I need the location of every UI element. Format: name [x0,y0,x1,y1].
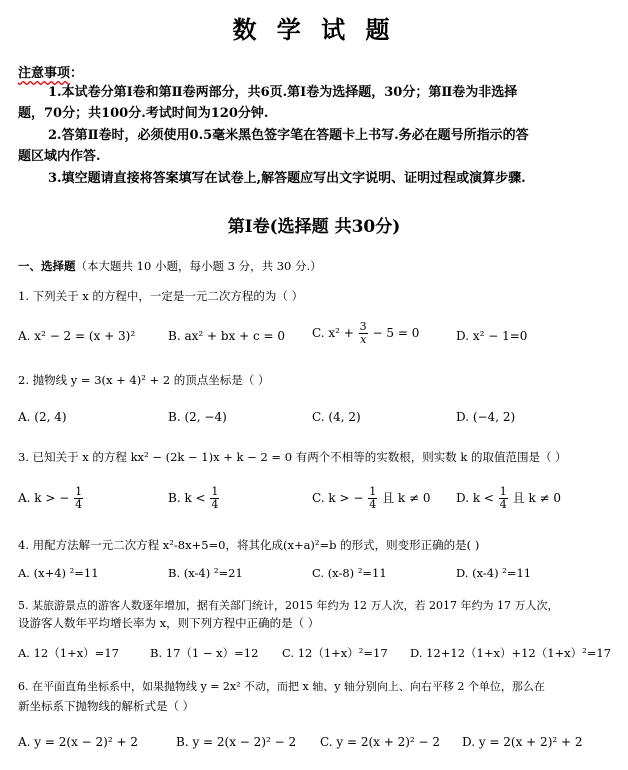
question-1-option-a: A. x² − 2 = (x + 3)² [18,329,136,343]
notice-line-3: 3.填空题请直接将答案填写在试卷上,解答题应写出文字说明、证明过程或演算步骤. [48,171,526,186]
part-label: 一、选择题 [18,259,76,273]
fraction [368,486,377,511]
option-c-prefix: C. x² + [312,326,354,340]
option-a-prefix: A. k > − [18,491,70,505]
part-note: （本大题共 10 小题，每小题 3 分，共 30 分.） [75,259,322,273]
question-3-option-d [456,486,561,511]
fraction-denominator: 4 [499,498,507,511]
option-d-suffix: 且 k ≠ 0 [512,491,562,505]
option-c-suffix: − 5 = 0 [372,326,420,340]
fraction-numerator: 1 [211,485,219,498]
notice-heading-colon: ： [70,66,84,81]
notice-line-2b: 题区域内作答. [18,149,101,164]
question-6-option-d: D. y = 2(x + 2)² + 2 [462,735,583,749]
notice-line-1b: 题，70分；共100分.考试时间为120分钟. [18,106,269,121]
question-1-option-c [312,321,419,346]
question-1-option-d: D. x² − 1=0 [456,329,528,343]
fraction-denominator: 4 [75,498,83,511]
question-4-option-b: B. (x-4) ²=21 [168,566,243,580]
question-6-stem-line-1: 6. 在平面直角坐标系中，如果抛物线 y = 2x² 不动，而把 x 轴、y 轴分别向上、向右平移 2 个单位，那么在 [18,680,545,693]
fraction-numerator: 1 [499,485,507,498]
question-5-option-a: A. 12（1+x）=17 [18,646,119,660]
question-4-option-a: A. (x+4) ²=11 [18,566,99,580]
question-2-option-a: A. (2, 4) [18,410,67,424]
question-5-stem-line-1: 5. 某旅游景点的游客人数逐年增加，据有关部门统计，2015 年约为 12 万人次，若 2017 年约为 17 万人次， [18,599,559,612]
fraction [499,486,508,511]
question-4-stem: 4. 用配方法解一元二次方程 x²-8x+5=0，将其化成(x+a)²=b 的形式，则变形正确的是( ) [18,538,480,552]
question-6-option-b: B. y = 2(x − 2)² − 2 [176,735,297,749]
question-3-option-a [18,486,84,511]
notice-heading-label: 注意事项 [18,66,71,81]
question-6-option-a: A. y = 2(x − 2)² + 2 [18,735,138,749]
question-2-option-b: B. (2, −4) [168,410,227,424]
option-b-prefix: B. k < [168,491,206,505]
fraction [359,321,368,346]
part-heading [18,258,322,274]
question-4-option-d: D. (x-4) ²=11 [456,566,532,580]
question-5-option-c: C. 12（1+x）²=17 [282,646,388,660]
notice-line-1a: 1.本试卷分第Ⅰ卷和第Ⅱ卷两部分，共6页.第Ⅰ卷为选择题，30分；第Ⅱ卷为非选择 [48,85,518,100]
fraction-denominator: 4 [369,498,377,511]
fraction [74,486,83,511]
fraction-numerator: 3 [359,320,367,333]
option-c-suffix: 且 k ≠ 0 [382,491,431,505]
notice-heading [18,62,83,81]
fraction-denominator: x [360,333,367,346]
notice-line-2a: 2.答第Ⅱ卷时，必须使用0.5毫米黑色签字笔在答题卡上书写.务必在题号所指示的答 [48,128,529,143]
question-5-option-b: B. 17（1 − x）=12 [150,646,259,660]
question-1-option-b: B. ax² + bx + c = 0 [168,329,286,343]
question-3-stem: 3. 已知关于 x 的方程 kx² − (2k − 1)x + k − 2 = 0 有两个不相等的实数根，则实数 k 的取值范围是（ ） [18,450,567,464]
option-d-prefix: D. k < [456,491,494,505]
fraction [210,486,219,511]
question-6-stem-line-2: 新坐标系下抛物线的解析式是（ ） [18,699,195,713]
question-3-option-b [168,486,220,511]
fraction-numerator: 1 [75,485,83,498]
question-2-option-d: D. (−4, 2) [456,410,516,424]
question-6-option-c: C. y = 2(x + 2)² − 2 [320,735,441,749]
question-2-stem: 2. 抛物线 y = 3(x + 4)² + 2 的顶点坐标是（ ） [18,373,270,387]
question-5-stem-line-2: 设游客人数年平均增长率为 x，则下列方程中正确的是（ ） [18,616,320,630]
question-1-stem: 1. 下列关于 x 的方程中，一定是一元二次方程的为（ ） [18,289,304,303]
question-3-option-c [312,486,430,511]
question-5-option-d: D. 12+12（1+x）+12（1+x）²=17 [410,646,612,660]
fraction-denominator: 4 [211,498,219,511]
question-2-option-c: C. (4, 2) [312,410,361,424]
page-title: 数 学 试 题 [232,15,396,44]
option-c-prefix: C. k > − [312,491,364,505]
section-title: 第Ⅰ卷(选择题 共30分) [227,217,401,237]
fraction-numerator: 1 [369,485,377,498]
question-4-option-c: C. (x-8) ²=11 [312,566,387,580]
